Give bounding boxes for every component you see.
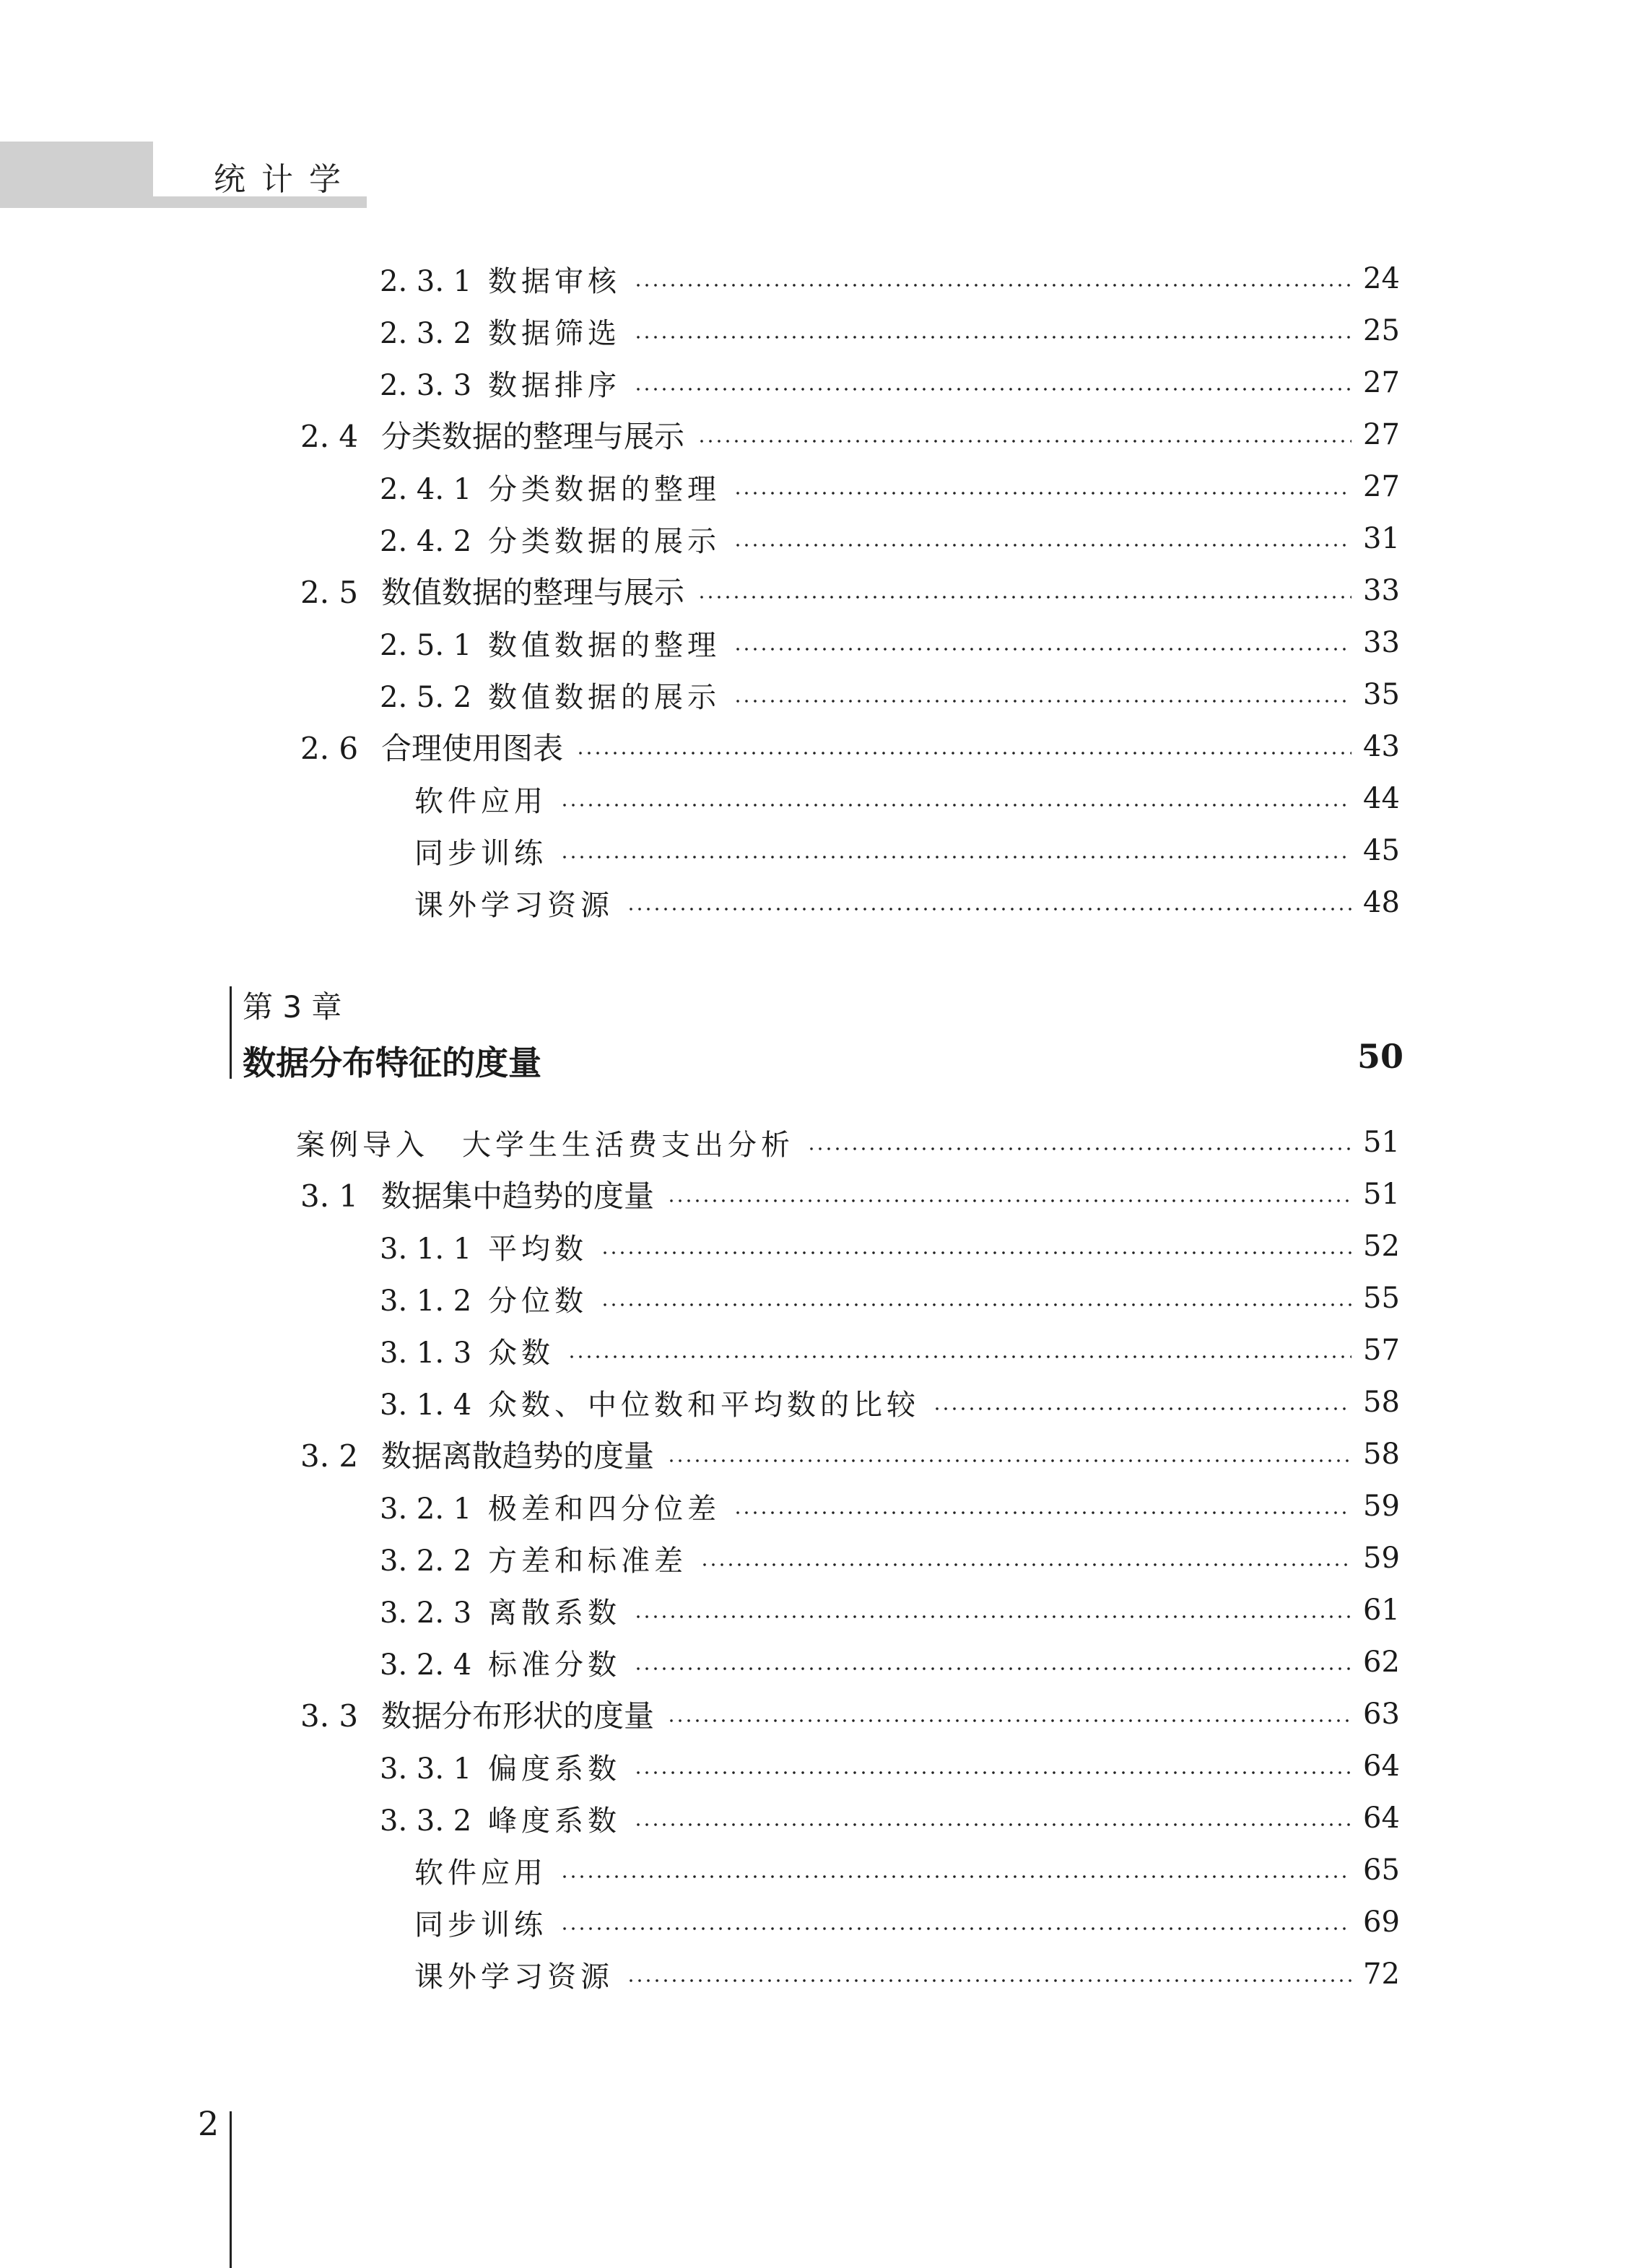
chapter-title[interactable]: 数据分布特征的度量 — [243, 1043, 541, 1082]
toc-entry-label — [380, 1642, 634, 1683]
toc-entry-title: 分位数 — [488, 1284, 588, 1318]
toc-entry-label — [300, 1693, 667, 1736]
dot-leader — [933, 1407, 1351, 1410]
chapter-page-number: 50 — [1357, 1037, 1404, 1076]
toc-entry-page: 58 — [1363, 1438, 1400, 1471]
toc-entry-label — [380, 1382, 933, 1423]
toc-entry-page: 64 — [1363, 1802, 1400, 1835]
dot-leader — [697, 596, 1351, 599]
toc-entry-number: 3. 2. 3 — [380, 1596, 472, 1630]
toc-entry-number: 2. 3. 3 — [380, 368, 472, 402]
toc-entry-title: 分类数据的整理 — [488, 472, 721, 506]
toc-entry[interactable] — [380, 1639, 1400, 1685]
toc-entry-title: 平均数 — [488, 1232, 588, 1266]
toc-entry-title: 同步训练 — [414, 836, 547, 870]
toc-entry[interactable] — [380, 1795, 1400, 1841]
toc-entry-page: 51 — [1363, 1126, 1400, 1159]
toc-entry-page: 59 — [1363, 1542, 1400, 1575]
toc-entry-label — [414, 830, 560, 872]
dot-leader — [634, 1771, 1351, 1774]
toc-entry-label — [300, 1173, 667, 1216]
toc-entry-title: 合理使用图表 — [381, 731, 564, 766]
toc-entry-title: 数据集中趋势的度量 — [381, 1178, 655, 1214]
toc-entry-label — [380, 1226, 601, 1267]
toc-entry[interactable] — [380, 1223, 1400, 1269]
toc-entry[interactable] — [380, 1275, 1400, 1321]
toc-entry-number: 3. 3. 2 — [380, 1804, 472, 1838]
toc-entry[interactable] — [380, 1327, 1400, 1373]
toc-entry-title: 数值数据的整理 — [488, 628, 721, 662]
toc-entry-page: 33 — [1363, 574, 1400, 607]
toc-entry-page: 61 — [1363, 1594, 1400, 1627]
dot-leader — [667, 1459, 1351, 1462]
toc-entry-title: 数值数据的展示 — [488, 680, 721, 714]
toc-entry-title: 数据审核 — [488, 264, 621, 298]
toc-entry-title: 数据筛选 — [488, 316, 621, 350]
dot-leader — [734, 700, 1351, 703]
toc-entry-number: 2. 5. 1 — [380, 628, 472, 662]
toc-entry-title: 峰度系数 — [488, 1804, 621, 1838]
toc-entry-page: 35 — [1363, 678, 1400, 711]
toc-entry-label — [414, 882, 627, 924]
dot-leader — [634, 1823, 1351, 1826]
toc-entry-number: 2. 6 — [300, 731, 359, 766]
chapter-number: 第 3 章 — [243, 989, 342, 1025]
toc-entry[interactable] — [380, 256, 1400, 302]
toc-entry-title: 课外学习资源 — [414, 888, 614, 922]
dot-leader — [560, 1875, 1351, 1878]
toc-entry[interactable] — [300, 568, 1400, 614]
dot-leader — [634, 388, 1351, 391]
toc-entry-number: 2. 4. 2 — [380, 524, 472, 558]
toc-entry-number: 3. 2. 1 — [380, 1492, 472, 1526]
toc-entry[interactable] — [414, 879, 1400, 926]
toc-entry-number: 3. 1. 3 — [380, 1336, 472, 1370]
toc-entry-title: 极差和四分位差 — [488, 1492, 721, 1526]
toc-entry[interactable] — [380, 1483, 1400, 1529]
toc-entry-page: 24 — [1363, 262, 1400, 295]
dot-leader — [560, 856, 1351, 859]
toc-entry[interactable] — [414, 827, 1400, 874]
toc-entry-label — [380, 258, 634, 300]
toc-entry-title: 离散系数 — [488, 1596, 621, 1630]
toc-entry-page: 31 — [1363, 522, 1400, 555]
toc-entry[interactable] — [380, 672, 1400, 718]
toc-entry[interactable] — [300, 412, 1400, 458]
dot-leader — [567, 1355, 1351, 1358]
dot-leader — [627, 1979, 1351, 1982]
toc-entry-page: 27 — [1363, 418, 1400, 451]
toc-entry-label — [380, 674, 734, 716]
toc-entry-title: 软件应用 — [414, 1856, 547, 1890]
toc-entry-number: 2. 5. 2 — [380, 680, 472, 714]
dot-leader — [734, 648, 1351, 651]
toc-entry-label — [414, 778, 560, 820]
toc-entry-number: 2. 3. 1 — [380, 264, 472, 298]
toc-entry-label — [296, 1122, 807, 1163]
dot-leader — [634, 1615, 1351, 1618]
dot-leader — [697, 440, 1351, 443]
toc-entry-page: 65 — [1363, 1854, 1400, 1887]
dot-leader — [667, 1199, 1351, 1202]
toc-entry-label — [380, 310, 634, 352]
toc-entry[interactable] — [300, 1691, 1400, 1737]
toc-entry[interactable] — [414, 775, 1400, 822]
dot-leader — [627, 908, 1351, 911]
toc-entry[interactable] — [380, 464, 1400, 510]
toc-entry-title: 课外学习资源 — [414, 1960, 614, 1994]
toc-entry[interactable] — [414, 1899, 1400, 1945]
toc-entry-page: 72 — [1363, 1958, 1400, 1991]
toc-entry[interactable] — [300, 1171, 1400, 1217]
toc-entry-label — [380, 1746, 634, 1787]
toc-entry-page: 59 — [1363, 1490, 1400, 1523]
toc-entry-title: 数据分布形状的度量 — [381, 1698, 655, 1734]
toc-entry-page: 33 — [1363, 626, 1400, 659]
toc-entry-number: 2. 4 — [300, 419, 359, 454]
dot-leader — [634, 1667, 1351, 1670]
dot-leader — [601, 1303, 1351, 1306]
toc-entry-title: 众数、中位数和平均数的比较 — [488, 1388, 920, 1422]
toc-entry-label — [300, 413, 697, 456]
toc-entry-page: 55 — [1363, 1282, 1400, 1315]
toc-entry-label — [380, 1798, 634, 1839]
toc-entry[interactable] — [380, 1587, 1400, 1633]
chapter-rule — [230, 986, 232, 1079]
toc-entry-number: 3. 3. 1 — [380, 1752, 472, 1786]
toc-entry-title: 分类数据的整理与展示 — [381, 419, 685, 454]
toc-entry-number: 2. 3. 2 — [380, 316, 472, 350]
toc-entry-page: 58 — [1363, 1386, 1400, 1419]
dot-leader — [734, 544, 1351, 547]
toc-entry-label — [300, 1433, 667, 1476]
toc-entry[interactable] — [380, 1379, 1400, 1425]
toc-entry-label — [380, 1278, 601, 1319]
toc-entry-page: 51 — [1363, 1178, 1400, 1211]
dot-leader — [807, 1147, 1351, 1150]
toc-entry-number: 2. 4. 1 — [380, 472, 472, 506]
toc-entry-label — [380, 466, 734, 508]
toc-entry-number: 3. 1. 4 — [380, 1388, 472, 1422]
folio-rule — [230, 2111, 232, 2268]
toc-entry[interactable] — [380, 516, 1400, 562]
toc-entry-label — [380, 622, 734, 664]
toc-entry-number: 3. 1 — [300, 1178, 359, 1214]
dot-leader — [734, 1511, 1351, 1514]
toc-entry[interactable] — [380, 620, 1400, 666]
dot-leader — [576, 752, 1351, 755]
toc-entry[interactable] — [300, 724, 1400, 770]
dot-leader — [634, 336, 1351, 339]
toc-entry-label — [380, 1538, 700, 1579]
toc-entry-label — [300, 569, 697, 612]
toc-entry-page: 44 — [1363, 782, 1400, 815]
toc-entry-title: 同步训练 — [414, 1908, 547, 1942]
toc-entry-page: 62 — [1363, 1646, 1400, 1679]
toc-entry-title: 数据排序 — [488, 368, 621, 402]
dot-leader — [734, 492, 1351, 495]
dot-leader — [667, 1719, 1351, 1722]
toc-entry-label — [414, 1902, 560, 1943]
toc-entry-number: 3. 1. 2 — [380, 1284, 472, 1318]
dot-leader — [634, 284, 1351, 287]
dot-leader — [560, 804, 1351, 807]
toc-entry-number: 3. 1. 1 — [380, 1232, 472, 1266]
toc-entry-title: 数据离散趋势的度量 — [381, 1438, 655, 1474]
toc-entry-page: 27 — [1363, 470, 1400, 503]
toc-entry[interactable] — [380, 1743, 1400, 1789]
toc-entry[interactable] — [380, 308, 1400, 354]
toc-entry[interactable] — [380, 360, 1400, 406]
toc-entry-label — [414, 1954, 627, 1995]
toc-entry-page: 25 — [1363, 314, 1400, 347]
toc-entry-number: 3. 2. 2 — [380, 1544, 472, 1578]
toc-entry-title: 软件应用 — [414, 784, 547, 818]
dot-leader — [700, 1563, 1351, 1566]
toc-entry-page: 48 — [1363, 886, 1400, 919]
page-number: 2 — [198, 2104, 219, 2143]
toc-entry-number: 3. 2 — [300, 1438, 359, 1474]
dot-leader — [601, 1251, 1351, 1254]
toc-entry-title: 分类数据的展示 — [488, 524, 721, 558]
toc-entry[interactable] — [300, 1431, 1400, 1477]
toc-entry-label — [380, 1330, 567, 1371]
toc-entry-page: 52 — [1363, 1230, 1400, 1263]
dot-leader — [560, 1927, 1351, 1930]
toc-entry-label — [414, 1850, 560, 1891]
toc-entry-title: 数值数据的整理与展示 — [381, 575, 685, 610]
toc-entry-label — [380, 1590, 634, 1631]
toc-entry-page: 63 — [1363, 1698, 1400, 1731]
toc-entry-label — [380, 518, 734, 560]
toc-entry-title: 偏度系数 — [488, 1752, 621, 1786]
toc-entry-page: 57 — [1363, 1334, 1400, 1367]
toc-entry-page: 69 — [1363, 1906, 1400, 1939]
toc-entry-label — [380, 1486, 734, 1527]
toc-entry-title: 标准分数 — [488, 1648, 621, 1682]
toc-entry-number: 3. 2. 4 — [380, 1648, 472, 1682]
toc-entry-page: 45 — [1363, 834, 1400, 867]
toc-entry[interactable] — [414, 1847, 1400, 1893]
toc-entry-label — [300, 725, 576, 768]
toc-entry-page: 64 — [1363, 1750, 1400, 1783]
toc-entry-number: 3. 3 — [300, 1698, 359, 1734]
toc-entry[interactable] — [296, 1119, 1400, 1165]
running-header-title: 统计学 — [214, 161, 357, 198]
toc-entry[interactable] — [414, 1951, 1400, 1997]
toc-entry-number: 2. 5 — [300, 575, 359, 610]
toc-entry-page: 27 — [1363, 366, 1400, 399]
toc-entry[interactable] — [380, 1535, 1400, 1581]
toc-entry-page: 43 — [1363, 730, 1400, 763]
toc-entry-label — [380, 362, 634, 404]
toc-entry-title: 众数 — [488, 1336, 554, 1370]
toc-entry-title: 案例导入 大学生生活费支出分析 — [296, 1128, 794, 1162]
toc-entry-title: 方差和标准差 — [488, 1544, 687, 1578]
